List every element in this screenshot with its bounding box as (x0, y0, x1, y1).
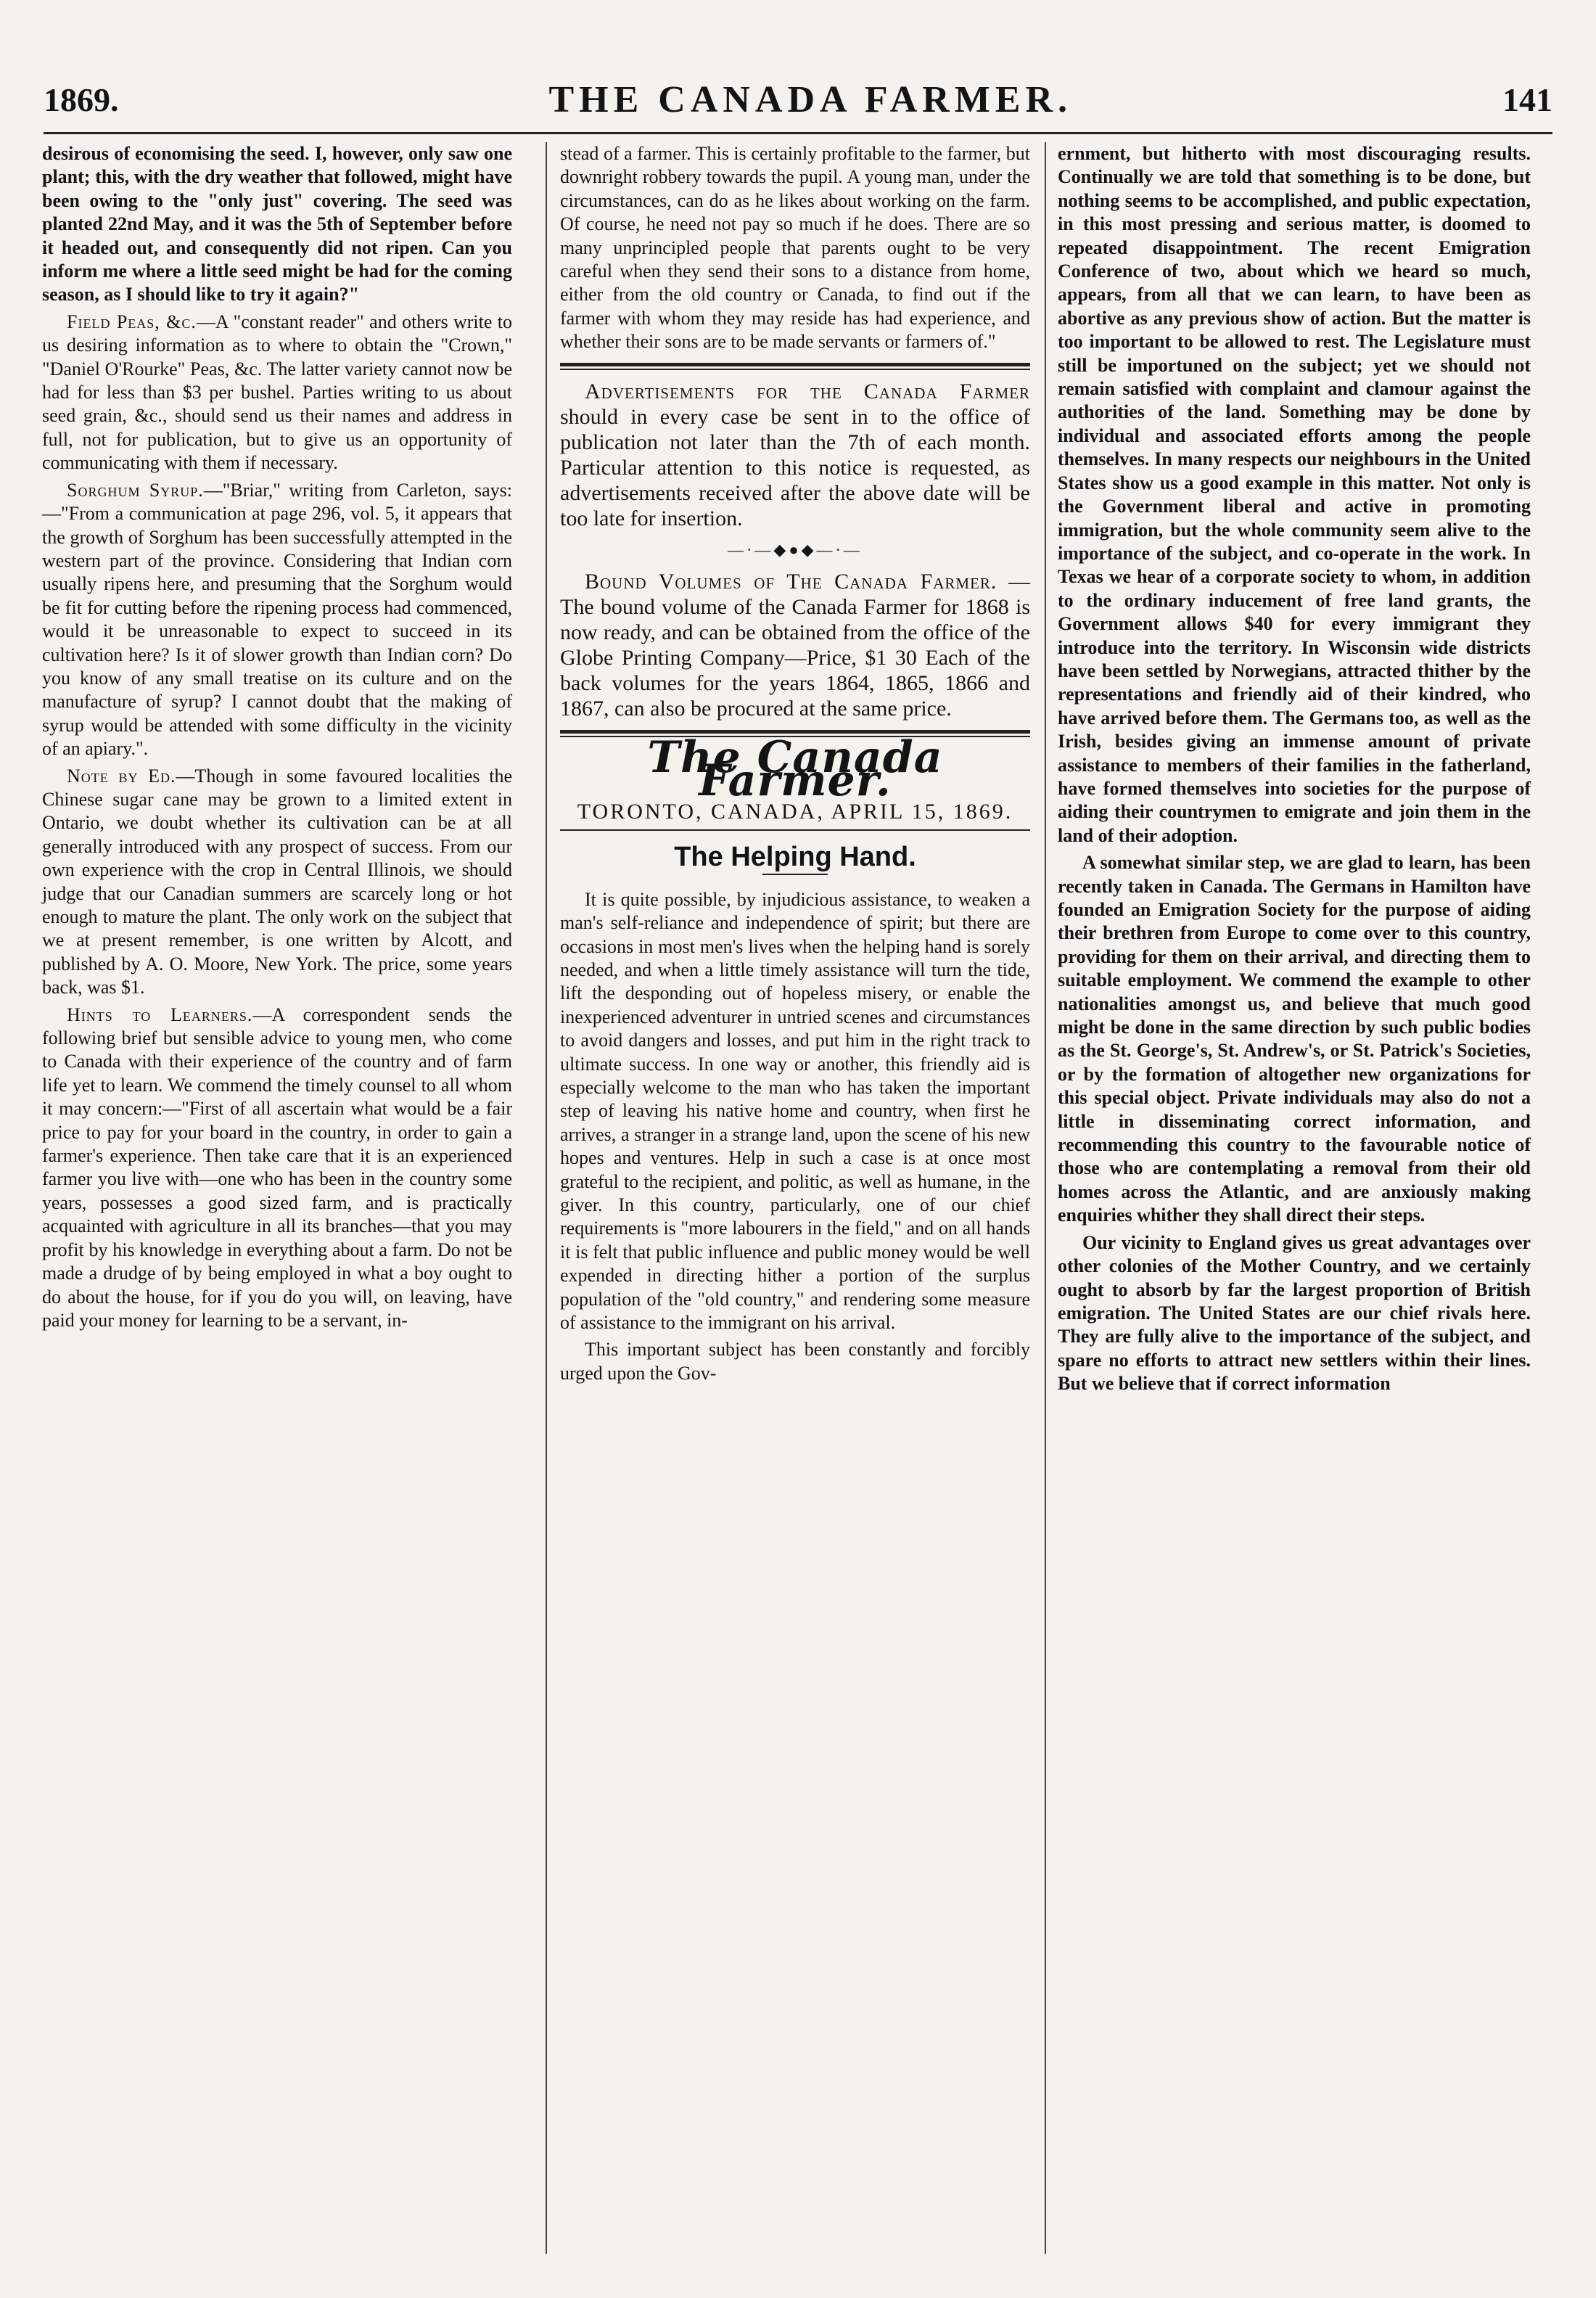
paragraph: Our vicinity to England gives us great advantages over other colonies of the Mother Country, and we certainly ought to absorb by far the largest proportion of British emigration. The United States are our chief rivals here. They are fully alive to the importance of the subject, and spare no efforts to attract new settlers within their lines. But we believe that if correct information (1058, 1231, 1531, 1395)
paragraph: It is quite possible, by injudicious assistance, to weaken a man's self-reliance and independence of spirit; but there are occasions in most men's lives when the helping hand is sorely needed, and when a little timely assistance will turn the tide, lift the desponding out of hopeless misery, or enable the inexperienced adventurer in untried scenes and circumstances to avoid dangers and losses, and put him in the right track to ultimate success. In one way or another, this friendly aid is especially welcome to the man who has taken the important step of leaving his native home and country, when first he arrives, a stranger in a strange land, upon the scene of his new hopes and ventures. Help in such a case is at once most grateful to the recipient, and politic, as well as humane, in the giver. In this country, particularly, one of our chief requirements is "more labourers in the field," and on all hands it is felt that public influence and public money would be well expended in directing hither a portion of the surplus population of the "old country," and rendering some measure of assistance to the immigrant on his arrival. (560, 888, 1030, 1333)
page-number: 141 (1502, 81, 1552, 118)
article-title: The Helping Hand. (674, 842, 916, 873)
ornament-divider: —·—◆●◆—·— (728, 540, 863, 559)
column-divider (1045, 142, 1046, 2254)
notice-lead: Advertisements for the Canada Farmer (585, 379, 1030, 403)
paragraph-lead: Note by Ed. (67, 765, 176, 787)
paragraph: This important subject has been constantly and forcibly urged upon the Gov- (560, 1339, 1030, 1384)
issue-year: 1869. (44, 81, 119, 118)
paragraph-lead: Field Peas, &c. (67, 311, 197, 332)
paragraph-body: —"Briar," writing from Carleton, says:—"From a communication at page 296, vol. 5, it appears that the growth of Sorghum has been successfully attempted in the western part of the province. Considering that Indian corn usually ripens here, and presuming that the Sorghum would be fit for cutting before the ripening process had commenced, would it be unreasonable to expect to succeed in its cultivation here? Is it of slower growth than Indian corn? Do you know of any small treatise on its culture and on the manufacture of syrup? I cannot doubt that the making of syrup would be attended with some difficulty in the vicinity of an apiary.". (42, 479, 512, 760)
section-rule (560, 363, 1030, 370)
paragraph: stead of a farmer. This is certainly profitable to the farmer, but downright robbery towards the pupil. A young man, under the circumstances, can do as he likes about working on the farm. Of course, he need not pay so much if he does. There are so many unprincipled people that parents ought to be very careful when they send their sons to a distance from home, either from the old country or Canada, to find out if the farmer with whom they may reside has had experience, and whether their sons are to be made servants or farmers of." (560, 143, 1030, 353)
dateline: TORONTO, CANADA, APRIL 15, 1869. (577, 799, 1013, 824)
publication-title: THE CANADA FARMER. (548, 78, 1073, 120)
notice-advertisements (560, 379, 1030, 531)
notice-lead: Bound Volumes of The Canada Farmer. (585, 570, 998, 594)
paragraph-body: —A "constant reader" and others write to us desiring information as to where to obtain the "Crown," "Daniel O'Rourke" Peas, &c. The latter variety cannot now be had for less than $3 per bushel. Parties writing to us about seed grain, &c., should send us their names and address in full, not for publication, but to give us an opportunity of communicating with them if necessary. (42, 311, 512, 474)
notice-body: should in every case be sent in to the office of publication not later than the 7th of each month. Particular attention to this notice is requested, as advertisements received after the above date will be too late for insertion. (560, 404, 1030, 530)
column-2 (560, 142, 1030, 1389)
paragraph: desirous of economising the seed. I, however, only saw one plant; this, with the dry weather that followed, might have been owing to the "only just" covering. The seed was planted 22nd May, and it was the 5th of September before it headed out, and consequently did not ripen. Can you inform me where a little seed might be had for the coming season, as I should like to try it again?" (42, 143, 512, 305)
paragraph (42, 311, 512, 475)
section-rule (560, 829, 1030, 831)
paragraph-lead: Hints to Learners. (67, 1004, 253, 1025)
notice-bound-volumes (560, 569, 1030, 721)
column-3 (1058, 142, 1531, 1400)
paragraph-body: —Though in some favoured localities the Chinese sugar cane may be grown to a limited extent in Ontario, we doubt whether its cultivation can be at all generally introduced with any prospect of success. From our own experience with the crop in Central Illinois, we should judge that our Canadian summers are scarcely long or hot enough to mature the plant. The only work on the subject that we at present remember, is one written by Alcott, and published by A. O. Moore, New York. The price, some years back, was $1. (42, 765, 512, 998)
paragraph: ernment, but hitherto with most discouraging results. Continually we are told that something is to be done, but nothing seems to be accomplished, and public expectation, in this most pressing and serious matter, is doomed to repeated disappointment. The recent Emigration Conference of two, about which we heard so much, appears, from all that we can learn, to have been as abortive as any previous show of action. But the matter is too important to be allowed to rest. The Legislature must still be importuned on the subject; yet we should not remain satisfied with complaint and clamour against the authorities of the land. Something may be done by individual and associated efforts among the people themselves. In many respects our neighbours in the United States show us a good example in this matter. Not only is the Government liberal and active in promoting immigration, but the whole community seem alive to the importance of the subject, and co-operate in the work. In Texas we hear of a corporate society to whom, in addition to the ordinary inducement of free land grants, the Government allows $40 for every immigrant they introduce into the territory. In Wisconsin wide districts have been settled by Norwegians, attracted thither by the representations and friendly aid of their kindred, who have arrived before them. The Germans too, as well as the Irish, besides giving an immense amount of private assistance to members of their families in the fatherland, have formed themselves into societies for the purpose of aiding their countrymen to emigrate and join them in the land of their adoption. (1058, 143, 1531, 846)
nameplate: The Canada Farmer. (647, 732, 943, 807)
paragraph (42, 765, 512, 1000)
paragraph (42, 479, 512, 761)
paragraph-lead: Sorghum Syrup. (67, 479, 204, 501)
title-rule (762, 874, 828, 875)
page-header (44, 67, 1552, 134)
paragraph-body: —A correspondent sends the following brief but sensible advice to young men, who come to Canada with their experience of the country and of farm life yet to learn. We commend the timely counsel to all whom it may concern:—"First of all ascertain what would be a fair price to pay for your board in the country, in order to gain a farmer's experience. Then take care that it is an experienced farmer you live with—one who has been in the country some years, possesses a good sized farm, and is practically acquainted with agriculture in all its branches—that you may profit by his knowledge in everything about a farm. Do not be made a drudge of by being employed in what a boy ought to do about the house, for if you do you will, on leaving, have paid your money for learning to be a servant, in- (42, 1004, 512, 1331)
paragraph: A somewhat similar step, we are glad to learn, has been recently taken in Canada. The Germans in Hamilton have founded an Emigration Society for the purpose of aiding their brethren from Europe to come over to this country, providing for them on their arrival, and directing them to suitable employment. We commend the example to other nationalities amongst us, and believe that much good might be done in the same direction by such public bodies as the St. George's, St. Andrew's, or St. Patrick's Societies, or by the formation of altogether new organizations for this special object. Private individuals may also do not a little in disseminating correct information, and recommending this country to the favourable notice of those who are contemplating a removal from their old homes across the Atlantic, and are anxiously making enquiries whither they shall direct their steps. (1058, 852, 1531, 1226)
notice-body: — The bound volume of the Canada Farmer for 1868 is now ready, and can be obtained from the office of the Globe Printing Company—Price, $1 30 Each of the back volumes for the years 1864, 1865, 1866 and 1867, can also be procured at the same price. (560, 570, 1030, 721)
paragraph (42, 1004, 512, 1333)
column-divider (546, 142, 547, 2254)
column-1 (42, 142, 512, 1336)
